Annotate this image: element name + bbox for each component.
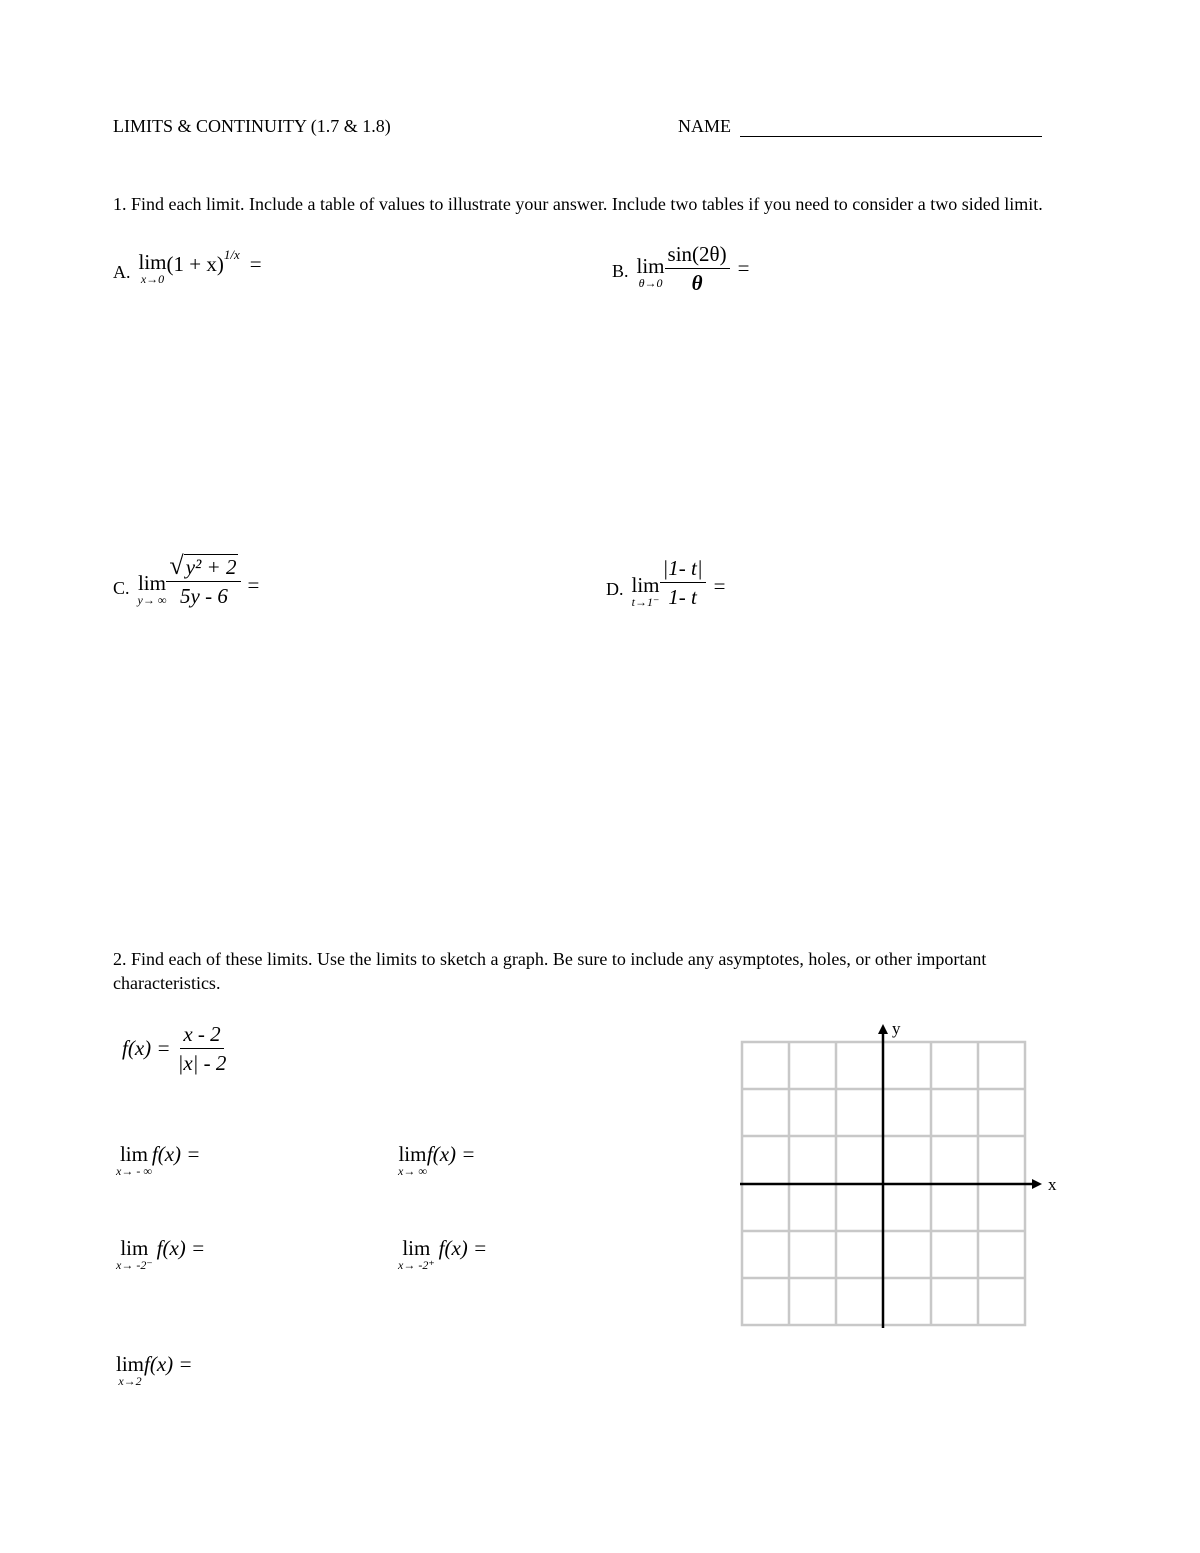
part-b-equals: =: [737, 256, 750, 280]
q2-instructions: 2. Find each of these limits. Use the limits to sketch a graph. Be sure to include any asymptotes, holes, or other important characteristics.: [113, 949, 987, 993]
part-d-label: D.: [606, 578, 624, 599]
q1-part-b: [612, 242, 749, 295]
part-d-denominator: 1- t: [668, 585, 697, 609]
q1-part-d: [606, 556, 725, 609]
limit-item-pos-infinity: lim x→ ∞ f(x) =: [398, 1141, 476, 1178]
part-c-fraction: [166, 551, 241, 608]
sketch-graph-grid[interactable]: [736, 1018, 1066, 1334]
q1-part-a: [113, 247, 262, 286]
part-a-label: A.: [113, 262, 131, 282]
function-numerator: x - 2: [180, 1022, 223, 1049]
x-axis-label: x: [1048, 1175, 1057, 1194]
part-c-numerator: √y² + 2: [166, 554, 241, 582]
part-d-numerator: |1- t|: [660, 556, 706, 583]
function-fraction: [175, 1022, 230, 1075]
part-b-denominator: θ: [691, 271, 703, 295]
part-b-fraction: [665, 242, 730, 295]
part-d-limit: lim t→1⁻: [631, 572, 660, 609]
part-b-label: B.: [612, 260, 629, 281]
name-label: NAME: [678, 116, 731, 136]
part-a-limit: lim x→0: [138, 250, 167, 286]
limit-item-pos2: lim x→2 f(x) =: [116, 1351, 193, 1388]
limit-item-neg2-left: lim x→ -2⁻ f(x) =: [116, 1235, 206, 1272]
q2-function-definition: [122, 1022, 229, 1075]
worksheet-title: LIMITS & CONTINUITY (1.7 & 1.8): [113, 116, 391, 136]
part-a-exponent: 1/x: [223, 247, 240, 262]
y-axis-arrow-icon: [878, 1024, 888, 1034]
limit-item-neg2-right: lim x→ -2⁺ f(x) =: [398, 1235, 488, 1272]
x-axis-arrow-icon: [1032, 1179, 1042, 1189]
part-a-equals: =: [249, 251, 262, 276]
part-d-fraction: [660, 556, 706, 609]
q1-part-c: [113, 551, 260, 608]
part-b-numerator: sin(2θ): [665, 242, 730, 269]
part-b-limit: lim θ→0: [636, 253, 665, 290]
function-denominator: |x| - 2: [177, 1051, 227, 1075]
part-c-equals: =: [247, 572, 260, 597]
part-a-expr: (1 + x): [166, 251, 224, 276]
part-c-denominator: 5y - 6: [180, 584, 228, 608]
part-d-equals: =: [713, 574, 726, 598]
limit-item-neg-infinity: lim x→ - ∞ f(x) =: [116, 1141, 201, 1178]
y-axis-label: y: [892, 1019, 901, 1038]
part-c-label: C.: [113, 578, 130, 598]
function-lhs: f(x) =: [122, 1036, 171, 1060]
part-c-limit: lim y→ ∞: [137, 571, 167, 607]
name-field[interactable]: [740, 116, 1042, 137]
q1-instructions: 1. Find each limit. Include a table of values to illustrate your answer. Include two tables if you need to consider a two sided limit.: [113, 194, 1043, 214]
